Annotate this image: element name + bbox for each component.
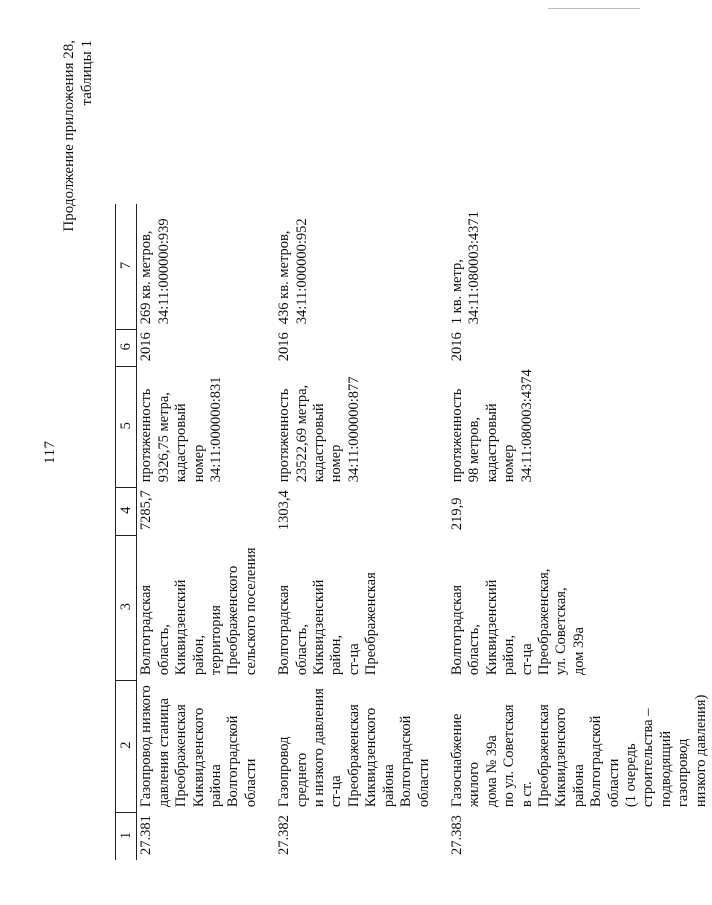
object-address: Волгоградская область, Киквидзенский район, ст-ца Преображенская, ул. Советская, дом 39а	[448, 568, 587, 676]
object-characteristics: протяженность 23522,69 метра, кадастровый номер 34:11:000000:877	[276, 376, 362, 483]
row-id: 27.382	[276, 815, 293, 855]
continuation-line-2: таблицы 1	[79, 40, 95, 106]
row-id: 27.381	[138, 815, 155, 855]
object-characteristics: протяженность 98 метров, кадастровый номер 34:11:080003:4374	[448, 369, 535, 483]
land-plot-info: 1 кв. метр, 34:11:080003:4371	[448, 211, 483, 325]
continuation-note	[60, 40, 96, 232]
object-value: 7285,7	[138, 490, 155, 531]
column-header: 3	[116, 535, 137, 680]
object-value: 219,9	[448, 497, 465, 531]
object-address: Волгоградская область, Киквидзенский район, ст-ца Преображенская	[276, 572, 380, 676]
object-address: Волгоградская область, Киквидзенский район, территория Преображенского сельского поселения	[138, 547, 259, 676]
object-name: Газопровод низкого давления станица Преображенская Киквидзенского района Волгоградской области	[138, 685, 259, 808]
object-year: 2016	[138, 332, 155, 362]
object-name: Газоснабжение жилого дома № 39а по ул. Советская в ст. Преображенская Киквидзенского района Волгоградской области (1 очередь строительства – подводящий газопровод низкого давления)	[448, 694, 709, 808]
table-row	[262, 204, 435, 860]
land-plot-info: 269 кв. метров, 34:11:000000:939	[138, 218, 172, 325]
table-header-row	[116, 204, 137, 860]
object-characteristics: протяженность 9326,75 метра, кадастровый номер 34:11:000000:831	[138, 376, 225, 483]
table-row	[137, 204, 262, 860]
object-year: 2016	[276, 332, 293, 362]
continuation-line-1: Продолжение приложения 28,	[61, 40, 77, 232]
table-row	[435, 204, 712, 860]
row-id: 27.383	[448, 815, 465, 855]
land-plot-info: 436 кв. метров, 34:11:000000:952	[276, 218, 310, 325]
page-number: 117	[42, 440, 58, 464]
column-header: 5	[116, 366, 137, 487]
column-header: 4	[116, 487, 137, 535]
object-name: Газопровод среднего и низкого давления ст-ца Преображенская Киквидзенского района Волгоградской области	[276, 688, 432, 808]
column-header: 2	[116, 680, 137, 812]
column-header: 1	[116, 812, 137, 860]
column-header: 6	[116, 329, 137, 366]
column-header: 7	[116, 204, 137, 329]
registry-table	[115, 204, 712, 860]
object-value: 1303,4	[276, 490, 293, 531]
object-year: 2016	[448, 332, 465, 362]
